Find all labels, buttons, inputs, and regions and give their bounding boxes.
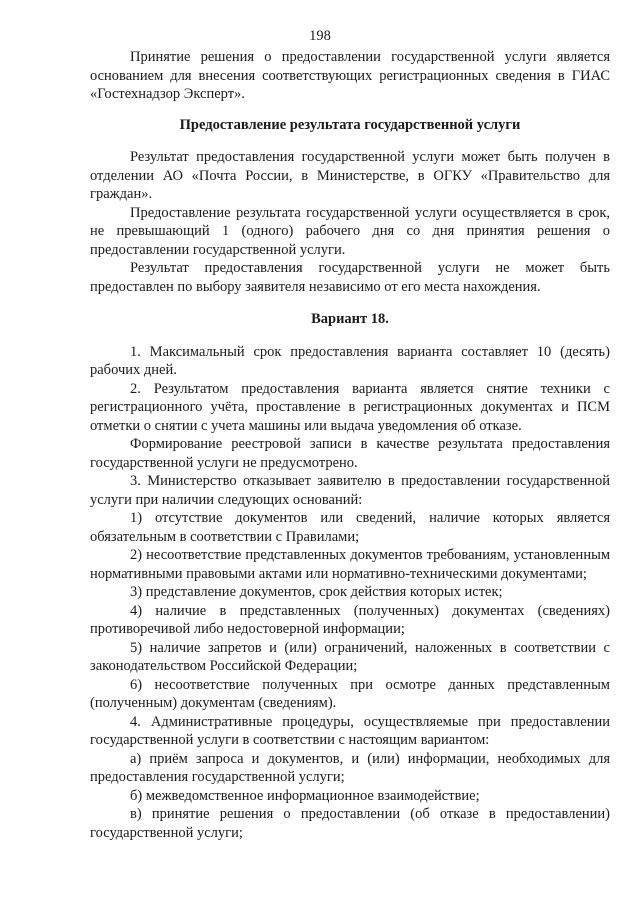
list-item-refusal-4: 4) наличие в представленных (полученных) документах (сведениях) противоречивой либо недостоверной информации; (90, 602, 610, 637)
paragraph-intro: Принятие решения о предоставлении государственной услуги является основанием для внесения соответствующих регистрационных сведения в ГИАС «Гостехнадзор Эксперт». (90, 49, 610, 102)
paragraph-result-term: Предоставление результата государственной услуги осуществляется в срок, не превышающий 1 (одного) рабочего дня со дня принятия решения о предоставлении государственной услуги. (90, 204, 610, 258)
list-item-refusal-5: 5) наличие запретов и (или) ограничений, наложенных в соответствии с законодательством Российской Федерации; (90, 639, 610, 674)
paragraph-variant-4: 4. Административные процедуры, осуществляемые при предоставлении государственной услуги в соответствии с настоящим вариантом: (90, 713, 610, 748)
paragraph-result-place: Результат предоставления государственной услуги не может быть предоставлен по выбору заявителя независимо от его места нахождения. (90, 260, 610, 295)
paragraph-variant-2: 2. Результатом предоставления варианта является снятие техники с регистрационного учёта, проставление в регистрационных документах и ПСМ отметки о снятии с учета машины или выдача уведомления об отказе. (90, 380, 610, 434)
list-item-refusal-1: 1) отсутствие документов или сведений, наличие которых является обязательным в соответствии с Правилами; (90, 510, 610, 545)
list-item-refusal-2: 2) несоответствие представленных документов требованиям, установленным нормативными правовыми актами или нормативно-техническими документами; (90, 547, 610, 582)
paragraph-result-location: Результат предоставления государственной услуги может быть получен в отделении АО «Почта России, в Министерстве, в ОГКУ «Правительство для граждан». (90, 149, 610, 202)
list-item-refusal-3: 3) представление документов, срок действия которых истек; (130, 584, 503, 600)
paragraph-variant-registry: Формирование реестровой записи в качестве результата предоставления государственной услуги не предусмотрено. (90, 436, 610, 471)
paragraph-variant-1: 1. Максимальный срок предоставления варианта составляет 10 (десять) рабочих дней. (90, 343, 610, 378)
paragraph-variant-3: 3. Министерство отказывает заявителю в предоставлении государственной услуги при наличии следующих оснований: (90, 473, 610, 508)
variant-heading: Вариант 18. (311, 311, 389, 327)
list-item-procedure-c: в) принятие решения о предоставлении (об отказе в предоставлении) государственной услуги; (90, 806, 610, 841)
list-item-procedure-a: а) приём запроса и документов, и (или) информации, необходимых для предоставления государственной услуги; (90, 750, 610, 785)
list-item-refusal-6: 6) несоответствие полученных при осмотре данных представленным (полученным) документам (сведениям). (90, 676, 610, 711)
section-heading: Предоставление результата государственной услуги (179, 116, 521, 133)
document-body (90, 48, 610, 842)
page-number: 198 (309, 28, 331, 44)
list-item-procedure-b: б) межведомственное информационное взаимодействие; (130, 787, 480, 804)
